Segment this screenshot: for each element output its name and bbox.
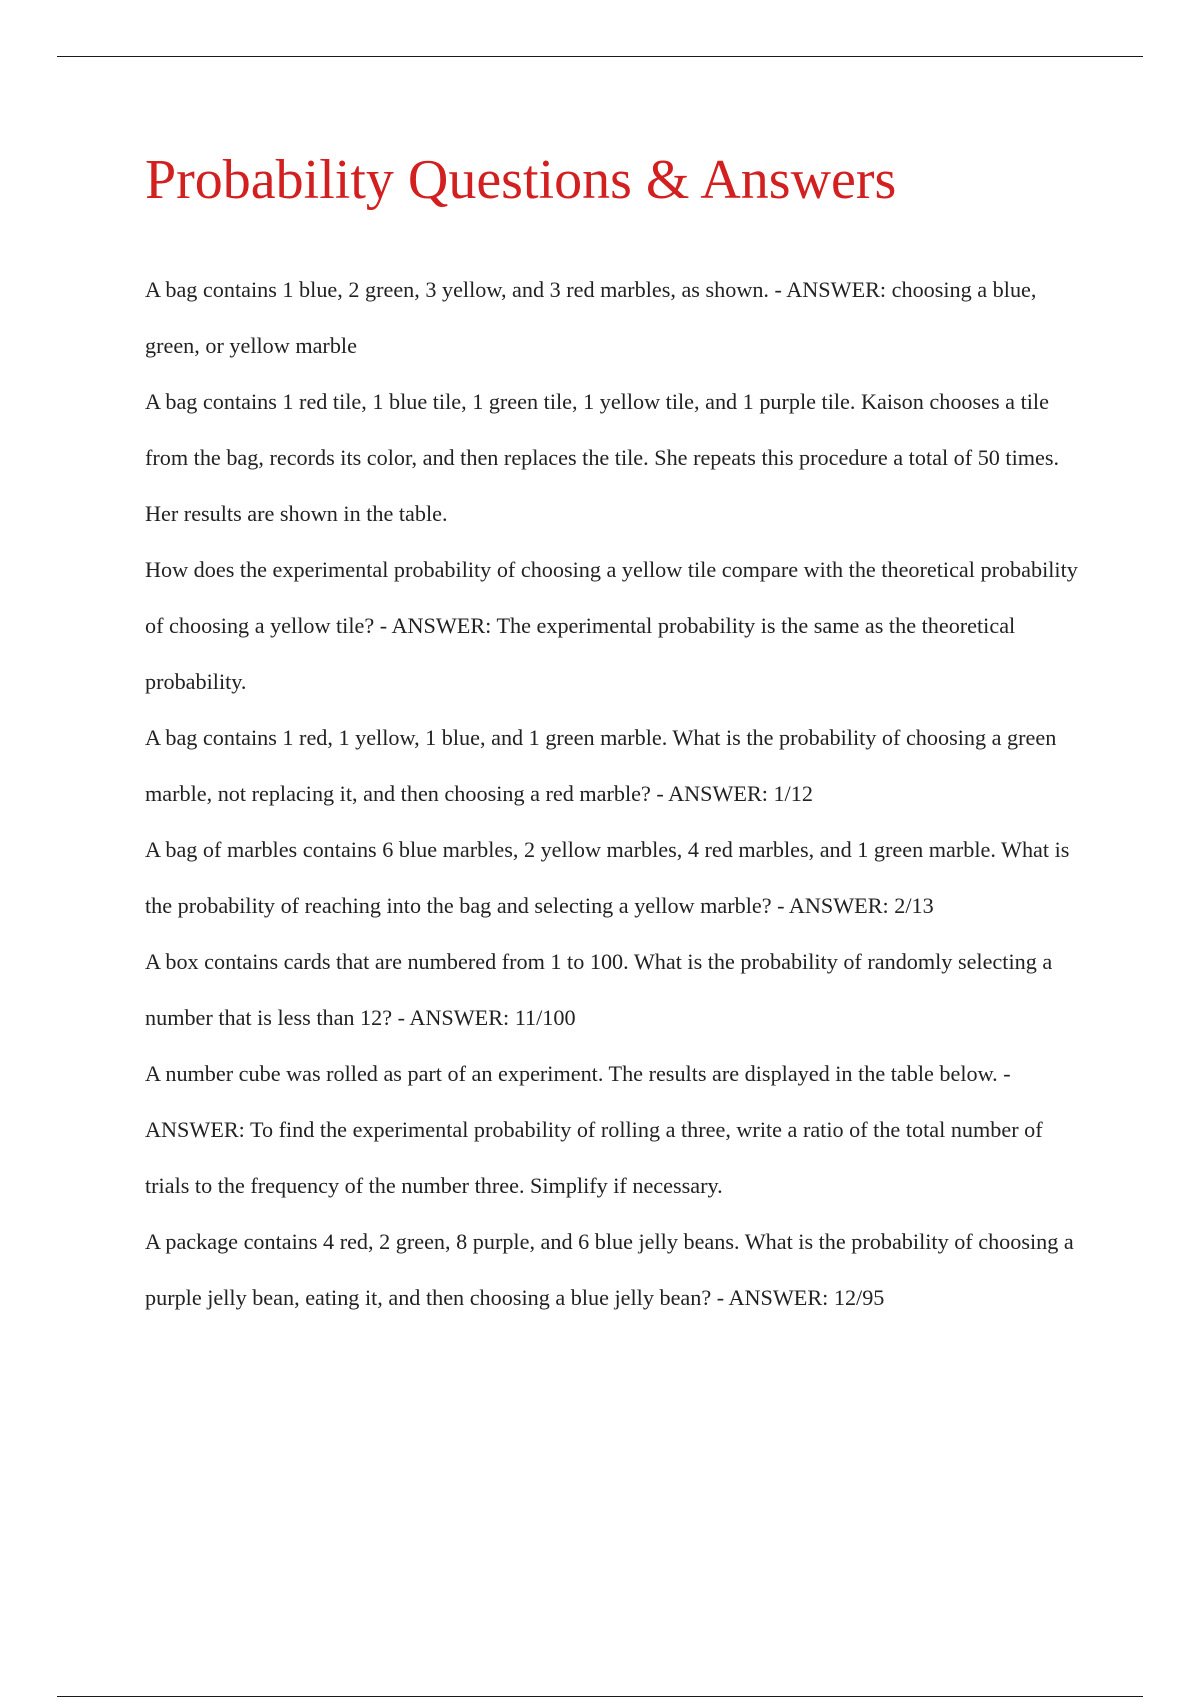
bottom-rule [57, 1696, 1143, 1697]
qa-item: How does the experimental probability of choosing a yellow tile compare with the theoretical probability of choosing a yellow tile? - ANSWER: The experimental probability is the same as the theoretical probability. [145, 557, 1078, 694]
qa-item: A bag contains 1 blue, 2 green, 3 yellow, and 3 red marbles, as shown. - ANSWER: choosing a blue, green, or yellow marble [145, 277, 1037, 358]
qa-body [145, 262, 1080, 1326]
qa-item: A bag contains 1 red tile, 1 blue tile, 1 green tile, 1 yellow tile, and 1 purple tile. Kaison chooses a tile from the bag, records its color, and then replaces the tile. She repeats this procedure a total of 50 times. Her results are shown in the table. [145, 389, 1060, 526]
page-title: Probability Questions & Answers [145, 149, 897, 211]
top-rule [57, 56, 1143, 57]
qa-item: A bag of marbles contains 6 blue marbles, 2 yellow marbles, 4 red marbles, and 1 green marble. What is the probability of reaching into the bag and selecting a yellow marble? - ANSWER: 2/13 [145, 837, 1070, 918]
qa-item: A number cube was rolled as part of an experiment. The results are displayed in the table below. - ANSWER: To find the experimental probability of rolling a three, write a ratio of the total number of trials to the frequency of the number three. Simplify if necessary. [145, 1061, 1043, 1198]
qa-item: A bag contains 1 red, 1 yellow, 1 blue, and 1 green marble. What is the probability of choosing a green marble, not replacing it, and then choosing a red marble? - ANSWER: 1/12 [145, 725, 1057, 806]
qa-item: A package contains 4 red, 2 green, 8 purple, and 6 blue jelly beans. What is the probability of choosing a purple jelly bean, eating it, and then choosing a blue jelly bean? - ANSWER: 12/95 [145, 1229, 1074, 1310]
qa-item: A box contains cards that are numbered from 1 to 100. What is the probability of randomly selecting a number that is less than 12? - ANSWER: 11/100 [145, 949, 1053, 1030]
